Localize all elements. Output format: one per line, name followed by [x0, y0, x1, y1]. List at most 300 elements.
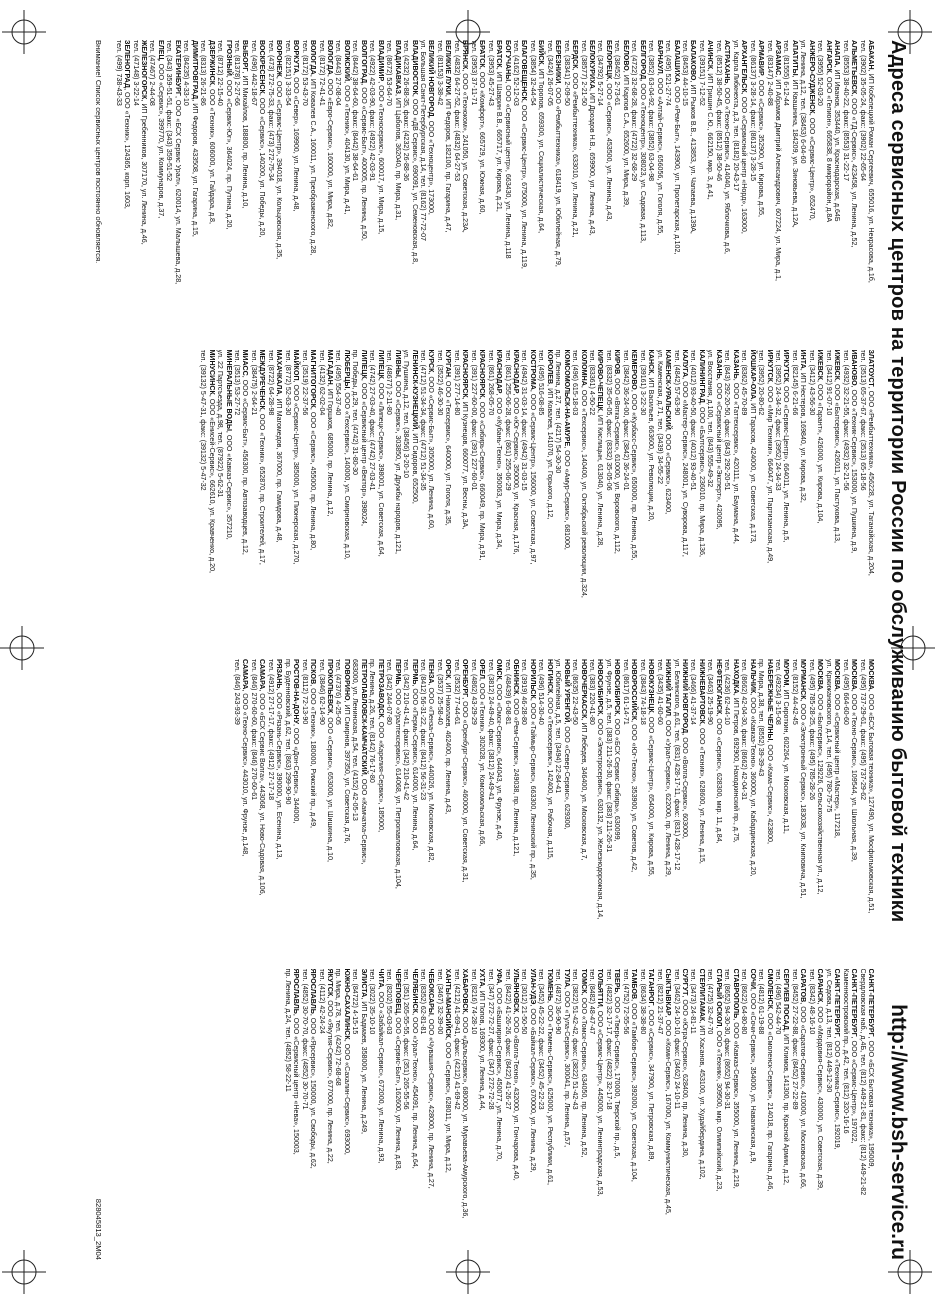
service-center-entry — [740, 968, 748, 1260]
city-name: АНГАРСК — [824, 39, 833, 73]
address-text: тел. (495) 516-08-85 — [537, 349, 546, 415]
address-text: тел. (4722) 32-68-28, факс: (4722) 32-68-29 — [630, 39, 639, 181]
service-center-entry — [697, 40, 705, 332]
service-center-entry — [292, 40, 300, 332]
address-text: пр. Ленина, д.24, тел. (4852) 58-22-11 — [283, 968, 292, 1092]
service-center-entry — [503, 40, 511, 332]
service-center-entry — [714, 659, 722, 951]
service-center-entry — [833, 349, 841, 641]
service-center-entry — [638, 659, 646, 951]
address-text: , ООО «Смоленск-Сервис», 214018, пр. Гагарина, д.46, — [765, 1008, 774, 1191]
city-name: СТЕРЛИТАМАК — [697, 968, 706, 1021]
address-text: тел. (3843) 74-18-18 — [638, 658, 647, 725]
address-text: тел. (84235) 4-33-10 — [182, 39, 191, 106]
service-center-entry — [478, 659, 486, 951]
address-text: , ООО «Югра-Сервис», 628400, пр. Ленина, д.30, — [681, 994, 690, 1158]
service-center-entry — [444, 349, 452, 641]
address-text: тел. (8452) 27-22-88, факс: (8452) 27-22-89 — [790, 968, 799, 1110]
city-name: АРХАНГЕЛЬСК — [740, 39, 749, 93]
address-text: тел. (3452) 45-22-22, факс: (3452) 45-22-23 — [537, 968, 546, 1110]
service-center-entry — [706, 349, 714, 641]
service-center-entry — [605, 349, 613, 641]
service-center-entry — [596, 968, 604, 1260]
service-center-entry — [444, 659, 452, 951]
service-center-entry — [858, 659, 866, 951]
city-name: ВЛАДИВОСТОК — [410, 39, 419, 95]
city-name: БЕЛГОРОД — [638, 39, 647, 79]
city-name: ПСКОВ — [309, 658, 318, 684]
city-name: МУРОМ — [782, 658, 791, 685]
website-link[interactable]: http://www.bsh-service.ru — [887, 1003, 910, 1260]
service-center-entry — [579, 349, 587, 641]
service-center-entry — [342, 40, 350, 332]
service-center-entry — [249, 349, 257, 641]
service-center-entry — [435, 659, 443, 951]
address-text: тел. (38452) 2-73-61 — [613, 39, 622, 106]
service-center-entry — [402, 968, 410, 1260]
city-name: МАЙКОП — [292, 349, 301, 381]
address-text: , ИП Абрамов Дмитрий Александрович, 607224, ул. Мира, д.1, — [774, 74, 783, 281]
service-center-entry — [537, 659, 545, 951]
address-text: , ООО «Техносервис», 600017, ул. Мира, д.15, — [376, 80, 385, 234]
address-text: тел. (3952) 20-80-62 — [757, 349, 766, 415]
city-name: ГРОЗНЫЙ — [224, 39, 233, 76]
city-name: ВОРКУТА — [292, 39, 301, 73]
city-name: НИЖНЕВАРТОВСК — [697, 658, 706, 724]
address-text: , ООО «Алтай-Сервис», 656056, ул. Гоголя, д.55, — [655, 73, 664, 235]
address-text: тел. (8712) 22-15-40 — [216, 39, 225, 106]
address-text: , ООО «Север», 169900, ул. Ленина, д.48, — [292, 72, 301, 211]
address-text: тел. (47148) 3-22-14 — [131, 39, 140, 106]
address-text: тел. (82145) 6-21-66 — [790, 349, 799, 415]
service-center-entry — [664, 968, 672, 1260]
address-text: тел. (8172) 53-43-70 — [300, 39, 309, 106]
service-center-entry — [664, 40, 672, 332]
address-text: тел. (3953) 37-11-71 — [469, 39, 478, 105]
address-text: , ИП Горшков, 685000, пр. Ленина, д.12, — [326, 384, 334, 516]
service-center-entry — [867, 659, 875, 951]
address-text: тел. (38577) 2-21-50 — [579, 39, 588, 106]
city-name: МИНУСИНСК — [207, 349, 216, 395]
address-text: тел. (8662) 42-04-30, факс: (8662) 42-04-31 — [740, 658, 749, 800]
city-name: АРЗАМАС — [774, 39, 783, 75]
address-text: , ООО «Тула-Сервис», 300041, пр. Ленина, д.57, — [562, 986, 571, 1147]
service-center-entry — [393, 659, 401, 951]
address-text: тел. (8772) 52-63-30 — [283, 349, 292, 415]
city-name: НОВОКУЗНЕЦК — [647, 658, 656, 713]
address-text: , ИП Михайлов, 188800, пр. Ленина, д.10, — [241, 70, 250, 208]
address-text: тел. (8652) 94-30-30, факс: (8652) 94-30-31 — [723, 968, 732, 1110]
address-text: , ИП Сидоров, 652500, — [410, 428, 419, 504]
service-center-entry — [672, 349, 680, 641]
address-text: тел. (8482) 48-47-47 — [588, 968, 597, 1034]
service-center-entry — [850, 659, 858, 951]
address-text: тел. (8152) 44-42-45 — [790, 658, 799, 725]
address-text: тел. (3902) 35-05-24, факс: (3902) 22-65-64 — [858, 39, 867, 181]
city-name: ПЕРМЬ — [393, 658, 402, 684]
address-text: тел. (3532) 77-44-61 — [452, 658, 461, 725]
address-text: , ООО «Сибирь-Сервис», 660049, пр. Мира, д.91, — [478, 397, 487, 560]
service-center-entry — [148, 40, 156, 332]
service-center-entry — [731, 40, 739, 332]
service-center-entry — [368, 659, 376, 951]
service-center-entry — [410, 659, 418, 951]
address-text: , ИП Гребенников, 307170, ул. Ленина, д.46, — [140, 98, 149, 245]
service-center-entry — [385, 968, 393, 1260]
service-center-entry — [249, 659, 257, 951]
address-text: , ООО «Сервис-Центр», 394018, ул. Кольцовская, д.35, — [275, 76, 284, 259]
address-text: тел. (351) 265-55-55, факс: (351) 265-55-56 — [402, 968, 411, 1110]
service-center-entry — [478, 968, 486, 1260]
address-text: , ООО «БСХ Сервис Волга», 443068, ул. Ново-Садовая, д.106, — [258, 688, 267, 896]
service-center-entry — [816, 659, 824, 951]
address-text: , ООО «Сахалин-Сервис», 693000, — [342, 1039, 351, 1155]
service-center-entry — [469, 659, 477, 951]
city-name: БРЯНСК — [461, 39, 470, 69]
address-text: тел. (39151) 7-12-52 — [697, 39, 706, 106]
address-text: , ООО «Сервис», 140200, ул. Победы, д.20, — [258, 93, 267, 237]
city-name: АЧИНСК — [706, 39, 715, 69]
service-center-entry — [376, 659, 384, 951]
city-name: МАГАДАН — [326, 349, 334, 385]
service-center-entry — [799, 659, 807, 951]
address-text: , ООО «Техносервис», 142400, ул. Рабочая, д.115, — [545, 692, 554, 860]
service-center-entry — [605, 659, 613, 951]
service-center-entry — [562, 349, 570, 641]
address-text: , ООО «Дон-Сервис», 344000, — [292, 723, 301, 823]
service-center-entry — [241, 659, 249, 951]
address-text: , ООО «Сервисный центр «Нева», 150003, — [292, 1013, 301, 1155]
service-center-entry — [266, 659, 274, 951]
address-text: , ООО «Сервис-Центр», 385000, ул. Пионерская, д.270, — [292, 380, 301, 564]
service-center-entry — [359, 968, 367, 1260]
city-name: АРМАВИР — [757, 39, 766, 76]
address-text: тел. (3435) 41-60-60 — [655, 658, 664, 725]
city-name: САМАРА — [258, 658, 267, 689]
address-text: тел. (3462) 24-10-10, факс: (3462) 24-10-11 — [672, 968, 681, 1109]
address-text: , ООО «Карелия-Сервис», 185000, — [376, 717, 385, 832]
service-center-entry — [376, 40, 384, 332]
address-text: , ООО «Бытсервис», 426011, ул. Пастухова, д.13, — [833, 379, 842, 543]
city-name: ТОМСК — [579, 968, 588, 994]
service-center-entry — [520, 659, 528, 951]
service-center-entry — [419, 40, 427, 332]
service-center-entry — [309, 968, 317, 1260]
city-name: УЛАН-УДЭ — [528, 968, 537, 1004]
address-text: тел. (3854) 32-44-54 — [528, 39, 537, 106]
city-name: ОРЕНБУРГ — [461, 658, 470, 697]
address-text: тел. (39161) 3-22-30 — [638, 349, 647, 415]
service-center-entry — [334, 349, 342, 641]
address-text: тел. (8722) 64-28-98 — [266, 349, 275, 415]
service-center-entry — [816, 968, 824, 1260]
address-text: тел. (499) 738-43-33 — [115, 39, 123, 106]
address-text: , ООО «Башкирия-Сервис», 450077, ул. Ленина, д.70, — [495, 983, 504, 1161]
address-text: , ООО «Сервис-Центр», 654000, ул. Кирова, д.55, — [647, 712, 656, 877]
service-center-entry — [605, 40, 613, 332]
address-text: тел. (3513) 65-37-67, факс: (3513) 65-18-56 — [858, 349, 867, 491]
service-center-entry — [368, 40, 376, 332]
address-text: тел. (3955) 52-03-20 — [816, 39, 825, 106]
address-text: тел. (3463) 25-19-90 — [706, 658, 715, 725]
address-text: , ООО «Техноцентр», 308023, ул. Садовая, д.113, — [638, 78, 647, 243]
address-text: , ООО «Сервис-Быт», 456300, пр. Автозаводцев, д.12, — [241, 375, 250, 555]
address-text: тел. (8622) 64-80-80 — [740, 968, 749, 1034]
service-center-entry — [571, 659, 579, 951]
service-center-entry — [571, 349, 579, 641]
address-text: , ООО «Сервисный центр «Эксперт», 420095, — [714, 378, 723, 530]
city-name: КАНСК — [647, 349, 656, 374]
service-center-entry — [740, 40, 748, 332]
service-center-entry — [790, 968, 798, 1260]
city-name: НЕФТЕЮГАНСК — [714, 658, 723, 714]
service-center-entry — [816, 349, 824, 641]
service-center-entry — [571, 40, 579, 332]
service-center-entry — [545, 349, 553, 641]
address-text: ул. Ленина, д.12, тел. (38453) 6-04-60 — [799, 39, 808, 164]
service-center-entry — [207, 40, 215, 332]
address-text: тел. (48677) 2-11-80 — [385, 349, 394, 415]
service-center-entry — [216, 40, 224, 332]
service-center-entry — [452, 659, 460, 951]
city-name: КУРГАН — [444, 349, 453, 377]
address-text: , ООО «Техно-Сервис», 443010, ул. Фрунзе, д.148, — [241, 688, 250, 856]
city-name: СОЧИ — [748, 968, 757, 989]
address-text: тел. (3012) 21-50-50 — [520, 968, 529, 1034]
service-center-entry — [613, 659, 621, 951]
service-center-entry — [461, 968, 469, 1260]
city-name: АЛЬМЕТЬЕВСК — [850, 39, 859, 94]
address-text: тел. (3473) 24-81-11 — [689, 968, 698, 1034]
service-center-entry — [419, 659, 427, 951]
service-center-entry — [165, 40, 173, 332]
address-text: , ООО «Гелион», 665838, 8 микрорайон, д.8А — [824, 72, 833, 222]
city-name: НОВОЧЕРКАССК — [579, 658, 588, 718]
service-center-entry — [495, 968, 503, 1260]
service-center-entry — [359, 659, 367, 951]
service-center-entry — [774, 659, 782, 951]
service-center-entry — [275, 349, 283, 641]
service-center-entry — [427, 40, 435, 332]
address-text: , ООО «Сервисный центр «Мастер», 117218, — [833, 689, 842, 838]
service-center-entry — [748, 968, 756, 1260]
service-center-entry — [334, 659, 342, 951]
address-text: тел. (4752) 72-55-56 — [621, 968, 630, 1034]
address-text: пр. Ленина, д.26, тел. (8142) 76-17-80 — [368, 658, 377, 783]
service-center-entry — [605, 968, 613, 1260]
city-name: РЯЗАНЬ — [275, 658, 284, 688]
service-center-entry — [233, 349, 241, 641]
address-text: , ООО «Техноком», 241050, ул. Советская, д.23А, — [461, 68, 470, 233]
address-text: тел. (8634) 38-38-80 — [638, 968, 647, 1034]
service-center-entry — [867, 968, 875, 1260]
address-text: ул. Восстания, д.100, тел. (843) 555-49-32 — [706, 349, 715, 487]
service-center-entry — [300, 968, 308, 1260]
service-center-entry — [334, 40, 342, 332]
service-center-entry — [723, 659, 731, 951]
city-name: ОМСК — [495, 658, 504, 680]
service-center-entry — [562, 968, 570, 1260]
service-center-entry — [807, 659, 815, 951]
city-name: САНКТ-ПЕТЕРБУРГ — [850, 968, 859, 1037]
service-center-entry — [537, 968, 545, 1260]
address-text: , ООО «Сервис», 347900, ул. Петровская, д.89, — [647, 1005, 656, 1161]
address-text: , ООО «Дальсервис», 680000, ул. Муравьева-Амурского, д.36, — [461, 1012, 470, 1218]
service-center-entry — [292, 349, 300, 641]
city-name: ЕКАТЕРИНБУРГ — [173, 39, 182, 96]
service-center-entry — [765, 40, 773, 332]
service-center-entry — [554, 968, 562, 1260]
service-center-entry — [503, 349, 511, 641]
address-text: тел. (4842) 57-63-90 — [672, 349, 681, 415]
address-text: , ИП Ковалев С.А., 160011, ул. Преображенского, д.28, — [309, 74, 318, 255]
city-name: САМАРА — [241, 658, 250, 689]
service-center-entry — [520, 968, 528, 1260]
address-text: , ООО «Забайкал-Сервис», 672000, ул. Ленина, д.93, — [376, 987, 385, 1163]
service-center-entry — [807, 40, 815, 332]
address-column-1 — [115, 40, 875, 332]
city-name: КАЗАНЬ — [714, 349, 723, 379]
address-text: тел. (49234) 3-15-08 — [774, 658, 783, 725]
address-text: тел. (391) 227-60-00, факс: (391) 227-60-01 — [469, 349, 478, 491]
service-center-entry — [545, 659, 553, 951]
service-center-entry — [630, 40, 638, 332]
service-center-entry — [765, 659, 773, 951]
address-text: , ООО «Электросервис», 630132, ул. Железнодорожная, д.14, — [596, 714, 605, 919]
city-name: ХАНТЫ-МАНСИЙСК — [444, 968, 453, 1038]
address-text: тел. (4862) 43-29-29 — [469, 658, 478, 725]
city-name: УЛЬЯНОВСК — [511, 968, 520, 1012]
address-text: , ООО «Техник», 180000, Рижский пр., д.49, — [309, 683, 318, 828]
city-name: НОВЫЙ УРЕНГОЙ — [562, 658, 571, 722]
address-text: тел. (3952) 24-34-32, факс: (3952) 24-34-33 — [774, 349, 783, 491]
address-text: тел. (383) 220-41-80 — [588, 658, 597, 725]
service-center-entry — [461, 659, 469, 951]
service-center-entry — [376, 349, 384, 641]
service-center-entry — [224, 40, 232, 332]
service-center-entry — [359, 40, 367, 332]
address-text: , ООО «Техник», 124365, корп. 1603, — [123, 87, 132, 209]
service-center-entry — [630, 349, 638, 641]
address-text: ул. Пушкина, д.12, тел. (38456) 3-20-10 — [402, 349, 411, 478]
service-center-entry — [774, 349, 782, 641]
service-center-entry — [613, 968, 621, 1260]
service-center-entry — [292, 659, 300, 951]
address-text: , ООО «Коми-Сервис», 167000, ул. Коммунистическая, д.45, — [664, 1015, 673, 1215]
service-center-entry — [562, 659, 570, 951]
service-center-entry — [740, 349, 748, 641]
service-center-entry — [689, 40, 697, 332]
address-text: тел. (496) 442-18-67 — [249, 39, 258, 106]
address-text: тел. (4812) 61-19-88 — [757, 968, 766, 1034]
address-text: , ООО «Сервис», 352900, ул. Кирова, д.55, — [757, 75, 766, 217]
service-center-entry — [528, 659, 536, 951]
address-text: , ООО «Кавказ-Сервис», 355000, ул. Ленина, д.219, — [731, 1017, 740, 1189]
city-name: КУРСК — [427, 349, 436, 372]
service-center-entry — [486, 349, 494, 641]
address-text: тел. (4742) 27-03-40, факс: (4742) 27-03-41 — [368, 349, 377, 491]
address-text: тел. (83361) 4-50-22 — [588, 349, 597, 415]
service-center-entry — [342, 659, 350, 951]
service-center-entry — [520, 349, 528, 641]
address-text: пр. Мира, д.78, тел. (4242) 72-68-68 — [334, 968, 343, 1086]
service-center-entry — [655, 968, 663, 1260]
city-name: ЙОШКАР-ОЛА — [748, 349, 757, 399]
address-text: тел. (3919) 46-28-80 — [520, 658, 529, 725]
address-text: , ООО «Техноцентр», 173000, — [427, 116, 436, 215]
service-center-entry — [681, 40, 689, 332]
address-text: , ИП Бадмаев, 358000, ул. Ленина, д.249, — [359, 996, 368, 1134]
city-name: БАРНАУЛ — [655, 39, 664, 74]
service-center-entry — [714, 349, 722, 641]
city-name: ЗЕЛЕНОГРАД — [123, 39, 132, 88]
service-center-entry — [697, 968, 705, 1260]
service-center-entry — [478, 349, 486, 641]
service-center-entry — [689, 659, 697, 951]
address-text: , ООО «Ярсервис», 150000, ул. Свободы, д.62, — [309, 1013, 318, 1169]
address-text: тел. (4132) 62-02-04 — [317, 349, 326, 415]
service-center-entry — [342, 968, 350, 1260]
service-center-entry — [638, 349, 646, 641]
address-text: , ИП Климов, 141300, пр. Красной Армии, д.12, — [782, 1029, 791, 1185]
city-name: УФА — [495, 968, 504, 984]
city-name: ЯКУТСК — [326, 968, 334, 996]
service-center-entry — [579, 968, 587, 1260]
service-center-entry — [782, 968, 790, 1260]
service-center-entry — [774, 40, 782, 332]
city-name: САНКТ-ПЕТЕРБУРГ — [833, 968, 842, 1037]
city-name: КЕМЕРОВО — [630, 349, 639, 390]
service-center-entry — [824, 659, 832, 951]
address-text: , ИП Нестеров, 169840, ул. Кирова, д.32, — [799, 368, 808, 503]
city-name: ВЕЛИКИЕ ЛУКИ — [444, 39, 453, 95]
city-name: КАЛИНИНГРАД — [697, 349, 706, 403]
address-text: тел. (3424) 26-07-05 — [545, 39, 554, 106]
service-center-entry — [672, 659, 680, 951]
city-name: ТВЕРЬ — [613, 968, 622, 993]
address-text: тел. (47376) 4-25-05 — [334, 658, 343, 725]
service-center-entry — [258, 659, 266, 951]
service-center-entry — [588, 968, 596, 1260]
city-name: ВЫБОРГ — [241, 39, 250, 71]
city-name: ЯРОСЛАВЛЬ — [292, 968, 301, 1014]
service-center-entry — [410, 349, 418, 641]
service-center-entry — [419, 349, 427, 641]
service-center-entry — [782, 349, 790, 641]
address-text: , ООО «Таттехсервис», 420111, ул. Баумана, д.44, — [731, 378, 740, 544]
address-text: тел. (4712) 51-34-34, факс: (4712) 51-34-35 — [418, 349, 427, 491]
city-name: НОВОСИБИРСК — [613, 658, 622, 715]
service-center-entry — [207, 349, 215, 641]
address-text: тел. (4832) 64-27-52, факс: (4832) 64-27-53 — [452, 39, 461, 181]
service-center-entry — [452, 349, 460, 641]
address-text: , ООО «Байкал-Сервис», 670000, ул. Ленина, д.29, — [528, 1003, 537, 1173]
city-name: ТАГАНРОГ — [647, 968, 656, 1006]
service-center-entry — [731, 659, 739, 951]
city-name: НИЖНИЙ НОВГОРОД — [681, 658, 690, 733]
service-center-entry — [807, 968, 815, 1260]
city-name: ОРСК — [444, 658, 453, 679]
address-text: , ООО «Техник-Сервис», 153000, ул. Пушкина, д.9, — [850, 385, 859, 553]
address-text: тел. (473) 272-75-33, факс: (473) 272-75-34 — [266, 39, 275, 181]
address-text: , ООО «БСХ Сервис Урал», 620014, ул. Малышева, д.28, — [173, 95, 182, 284]
address-text: тел. (8442) 38-64-60, факс: (8442) 38-64-61 — [351, 39, 360, 181]
service-center-entry — [630, 659, 638, 951]
address-text: , ООО «Урал-Техно», 454091, пр. Ленина, д.64, — [410, 1012, 419, 1169]
address-text: ул. Седова, д.13, тел. (812) 449-12-30 — [824, 968, 833, 1092]
city-name: НАХОДКА — [731, 658, 740, 694]
service-center-entry — [681, 659, 689, 951]
